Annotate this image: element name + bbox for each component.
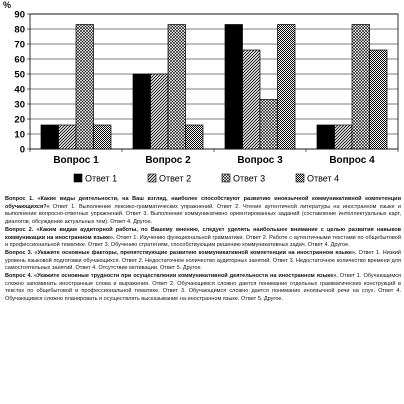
- y-tick-label: 10: [14, 129, 25, 141]
- y-tick-label: 30: [14, 99, 25, 111]
- bar-4-2: [335, 125, 353, 149]
- bar-3-1: [225, 25, 243, 150]
- y-tick-label: 50: [14, 69, 25, 81]
- bar-3-3: [260, 100, 278, 150]
- question-heading: Вопрос 1. «Какие виды деятельности, на Ваш взгляд, наиболее способствуют развитию иноязычной коммуникативной компетенции обучающихся?»: [5, 196, 401, 210]
- bar-2-2: [151, 74, 169, 149]
- legend-label: Ответ 4: [307, 173, 340, 184]
- question-heading: Вопрос 3. «Укажите основные факторы, препятствующие развитию коммуникативной компетенции на иностранном языке».: [5, 249, 357, 256]
- y-unit-label: %: [3, 0, 12, 10]
- bar-3-2: [243, 50, 261, 149]
- y-tick-label: 0: [19, 144, 25, 156]
- bar-4-1: [317, 125, 335, 149]
- legend-label: Ответ 2: [159, 173, 192, 184]
- x-tick-label: Вопрос 4: [329, 155, 375, 166]
- bar-1-2: [59, 125, 77, 149]
- bar-1-4: [94, 125, 112, 149]
- answer-options-text: Ответ 1. Выполнение лексико-грамматических упражнений. Ответ 2. Чтение аутентичной литературы на иностранном языке и выполнение вопросно-ответных упражнений. Ответ 3. Выполнение коммуникативно ориентированных заданий (составление интеллектуальных карт, диалогов, обсуждение актуальных тем). Ответ 4. Другое.: [5, 203, 401, 226]
- bar-2-3: [168, 25, 186, 150]
- question-note: [5, 250, 401, 273]
- y-tick-label: 90: [14, 10, 25, 21]
- y-tick-label: 20: [14, 114, 25, 126]
- y-tick-label: 70: [14, 39, 25, 51]
- question-heading: Вопрос 4. «Укажите основные трудности при осуществлении коммуникативной деятельности на иностранном языке».: [5, 273, 338, 280]
- legend-swatch: [74, 174, 82, 182]
- bar-chart: [0, 10, 404, 194]
- bar-1-1: [41, 125, 59, 149]
- question-note: [5, 196, 401, 227]
- y-tick-label: 40: [14, 84, 25, 96]
- question-heading: Вопрос 2. «Каким видам аудиторной работы, по Вашему мнению, следует уделять наибольшее внимание с целью развития навыков коммуникации на иностранном языке».: [5, 226, 401, 241]
- answer-options-text: Ответ 1. Изучению функциональной грамматики. Ответ 2. Работе с аутентичными текстами по общебытовой и профессиональной тематике. Ответ 3. Обучению стратегиям, способствующим решению коммуникативных задач. Ответ 4. Другое.: [5, 234, 401, 249]
- x-tick-label: Вопрос 3: [237, 155, 283, 166]
- bar-2-4: [186, 125, 204, 149]
- question-note: [5, 273, 401, 304]
- question-note: [5, 227, 401, 250]
- plot-area: [14, 10, 398, 184]
- legend-label: Ответ 3: [233, 173, 266, 184]
- legend-swatch: [296, 174, 304, 182]
- x-tick-label: Вопрос 2: [145, 155, 191, 166]
- bar-3-4: [278, 25, 296, 150]
- bar-4-4: [370, 50, 388, 149]
- x-tick-label: Вопрос 1: [53, 155, 99, 166]
- bar-4-3: [352, 25, 370, 150]
- y-tick-label: 80: [14, 24, 25, 36]
- question-notes: [5, 196, 401, 402]
- y-tick-label: 60: [14, 54, 25, 66]
- bar-2-1: [133, 74, 151, 149]
- bar-1-3: [76, 25, 94, 150]
- legend-swatch: [148, 174, 156, 182]
- answer-options-text: Ответ 1. Низкий уровень языковой подготовки обучающихся. Ответ 2. Недостаточное количество аудиторных занятий. Ответ 3. Недостаточное количество времени для самостоятельных занятий. Ответ 4. Отсутствие мотивации. Ответ 5. Другое.: [5, 249, 401, 272]
- answer-options-text: Ответ 1. Обучающимся сложно запоминать иностранные слова и выражения. Ответ 2. Обучающимся сложно дается понимание отдельных грамматических конструкций в текстах по общебытовой и профессиональной тематике. Ответ 3. Обучающимся сложно дается понимание иноязычной речи на слух. Ответ 4. Обучающимся сложно планировать и осуществлять высказывание на иностранном языке. Ответ 5. Другое.: [5, 273, 401, 303]
- legend-swatch: [222, 174, 230, 182]
- legend-label: Ответ 1: [85, 173, 118, 184]
